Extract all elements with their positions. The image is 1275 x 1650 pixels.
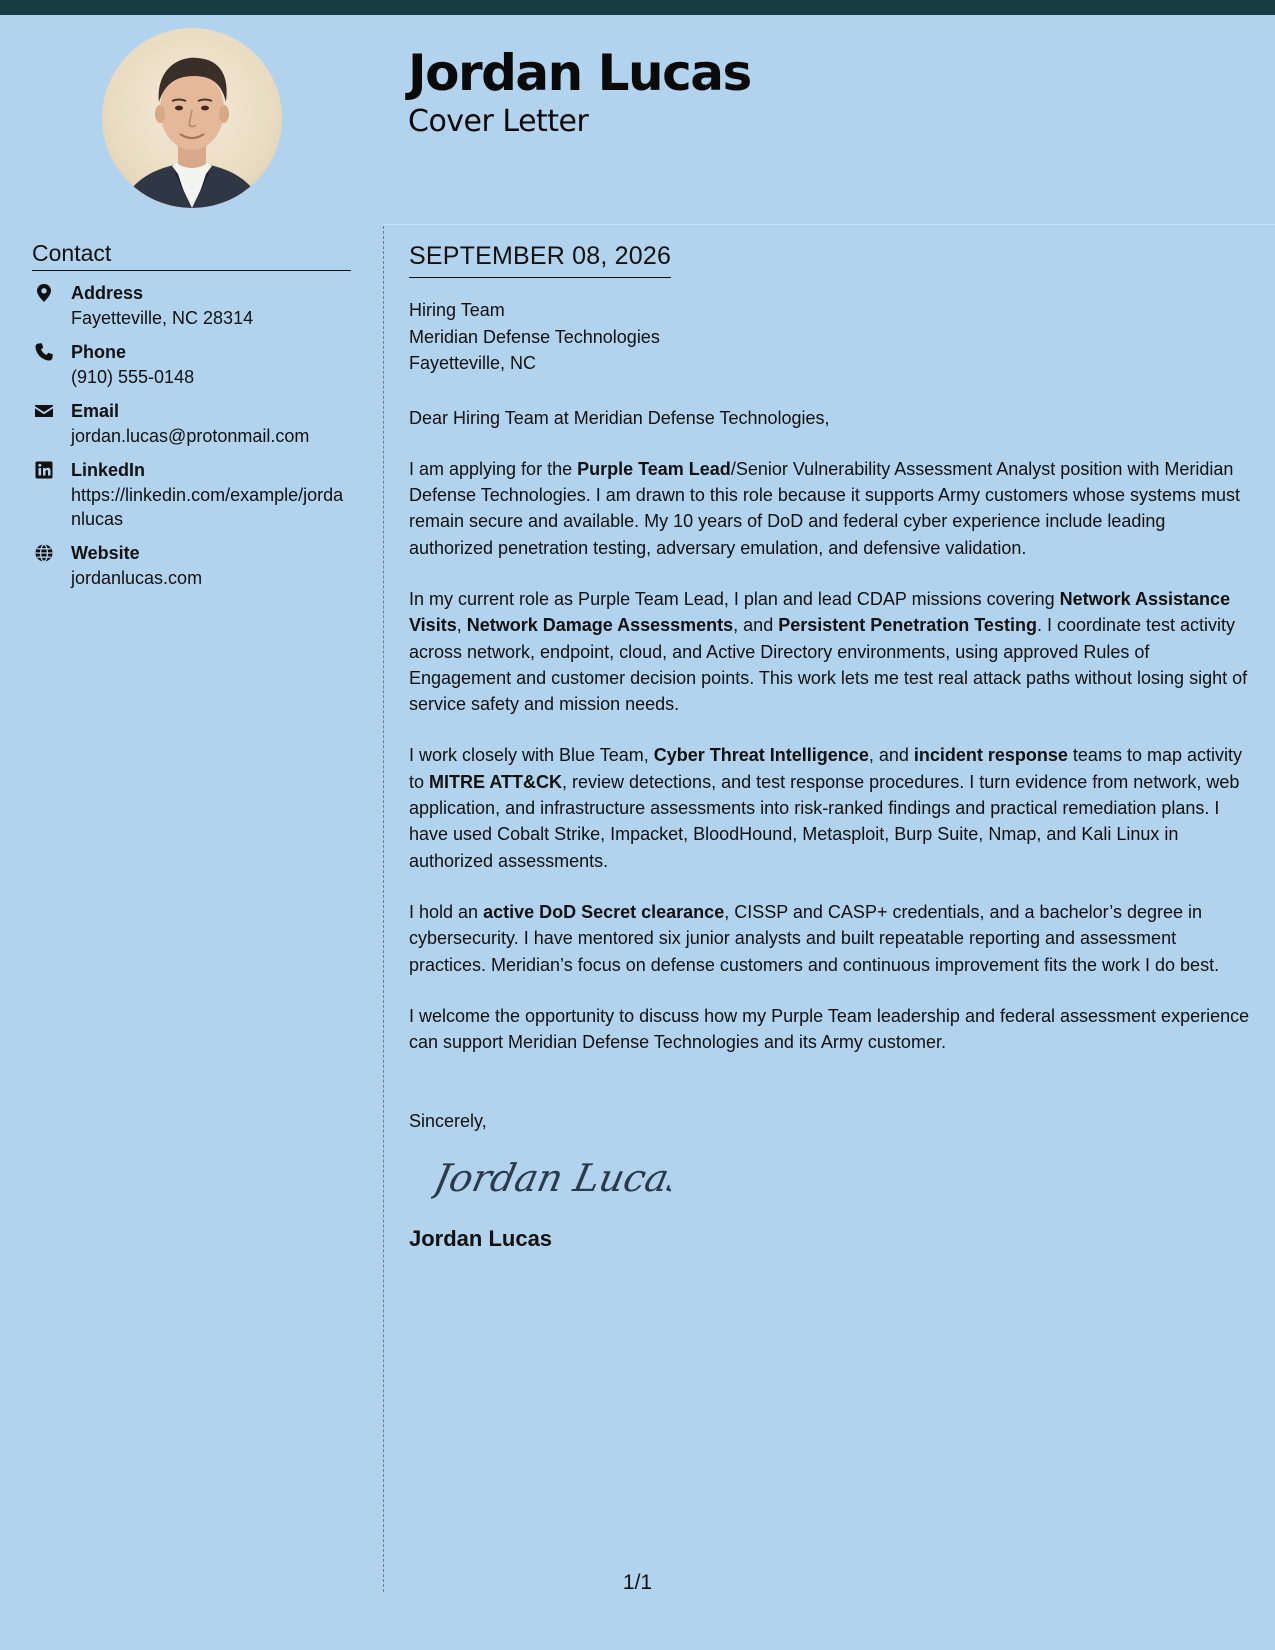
- emphasis-text: incident response: [913, 745, 1068, 766]
- letter-paragraph: [409, 899, 1254, 978]
- column-divider: [383, 226, 384, 1592]
- letter-date: SEPTEMBER 08, 2026: [409, 240, 671, 278]
- emphasis-text: MITRE ATT&CK: [429, 771, 562, 792]
- page-title: Jordan Lucas: [408, 44, 751, 102]
- emphasis-text: active DoD Secret clearance: [483, 901, 725, 922]
- map-pin-icon: [34, 283, 54, 303]
- paragraph-text: I welcome the opportunity to discuss how my Purple Team leadership and federal assessment experience can support Meridian Defense Technologies and its Army customer.: [409, 1005, 1250, 1053]
- paragraph-text: , and: [868, 745, 914, 766]
- person-portrait-icon: [102, 28, 282, 208]
- header-divider: [383, 224, 1275, 225]
- recipient-block: [409, 297, 1254, 377]
- letter-paragraph: [409, 742, 1254, 873]
- recipient-line: Meridian Defense Technologies: [409, 326, 660, 347]
- contact-item-website: [32, 541, 351, 590]
- emphasis-text: Network Assistance Visits: [409, 588, 1231, 636]
- avatar: [102, 28, 282, 208]
- letter-paragraphs: [409, 456, 1254, 1056]
- linkedin-icon: [34, 460, 54, 480]
- paragraph-text: teams to map activity to: [409, 745, 1242, 792]
- paragraph-text: ,: [456, 615, 467, 636]
- envelope-icon: [34, 401, 54, 421]
- emphasis-text: Cyber Threat Intelligence: [653, 745, 869, 766]
- letter-paragraph: [409, 456, 1254, 561]
- paragraph-text: /Senior Vulnerability Assessment Analyst position with Meridian Defense Technologies. I am drawn to this role because it supports Army customers whose systems must remain secure and available. My 10 years of DoD and federal cyber experience include leading authorized penetration testing, adversary emulation, and defensive validation.: [409, 458, 1241, 558]
- signature-text: Jordan Lucas: [431, 1156, 671, 1201]
- contact-value[interactable]: https://linkedin.com/example/jordanlucas: [71, 485, 344, 529]
- contact-label: LinkedIn: [71, 460, 146, 480]
- contact-item-linkedin: [32, 458, 351, 531]
- contact-label: Phone: [71, 342, 127, 362]
- paragraph-text: , and: [733, 615, 779, 636]
- contact-label: Website: [71, 543, 140, 563]
- paragraph-text: I am applying for the: [409, 458, 578, 479]
- recipient-line: Fayetteville, NC: [409, 353, 537, 373]
- phone-icon: [34, 342, 54, 362]
- document-subtitle: Cover Letter: [408, 104, 589, 139]
- paragraph-text: I work closely with Blue Team,: [409, 745, 654, 766]
- page-number: 1/1: [622, 1571, 653, 1594]
- contact-value[interactable]: jordan.lucas@protonmail.com: [71, 426, 310, 446]
- paragraph-text: In my current role as Purple Team Lead, I plan and lead CDAP missions covering: [409, 588, 1060, 609]
- contact-label: Email: [71, 401, 120, 421]
- recipient-line: Hiring Team: [409, 300, 505, 320]
- contact-sidebar: [32, 238, 351, 600]
- contact-value[interactable]: jordanlucas.com: [71, 568, 203, 588]
- contact-item-address: [32, 281, 351, 330]
- contact-heading: Contact: [32, 238, 351, 271]
- paragraph-text: , CISSP and CASP+ credentials, and a bachelor’s degree in cybersecurity. I have mentored six junior analysts and built repeatable reporting and assessment practices. Meridian’s focus on defense customers and continuous improvement fits the work I do best.: [409, 901, 1220, 975]
- paragraph-text: I hold an: [409, 901, 484, 922]
- paragraph-text: . I coordinate test activity across network, endpoint, cloud, and Active Directory environments, using approved Rules of Engagement and customer decision points. This work lets me test real attack paths without losing sight of service safety and mission needs.: [409, 615, 1248, 715]
- contact-value: (910) 555-0148: [71, 367, 195, 387]
- letter-body: [409, 240, 1254, 1254]
- paragraph-text: , review detections, and test response procedures. I turn evidence from network, web application, and infrastructure assessments into risk-ranked findings and practical remediation plans. I have used Cobalt Strike, Impacket, BloodHound, Metasploit, Burp Suite, Nmap, and Kali Linux in authorized assessments.: [409, 771, 1240, 871]
- contact-value: Fayetteville, NC 28314: [71, 308, 254, 328]
- globe-icon: [34, 543, 54, 563]
- letter-paragraph: [409, 586, 1254, 717]
- signature: [431, 1149, 671, 1207]
- contact-item-phone: [32, 340, 351, 389]
- letter-paragraph: [409, 1003, 1254, 1056]
- contact-label: Address: [71, 283, 144, 303]
- top-accent-bar: [0, 0, 1275, 15]
- closing: Sincerely,: [409, 1111, 487, 1132]
- contact-item-email: [32, 399, 351, 448]
- signer-name: Jordan Lucas: [409, 1226, 553, 1252]
- emphasis-text: Purple Team Lead: [577, 458, 731, 479]
- emphasis-text: Persistent Penetration Testing: [778, 615, 1037, 636]
- emphasis-text: Network Damage Assessments: [466, 615, 734, 636]
- salutation: Dear Hiring Team at Meridian Defense Technologies,: [409, 407, 830, 428]
